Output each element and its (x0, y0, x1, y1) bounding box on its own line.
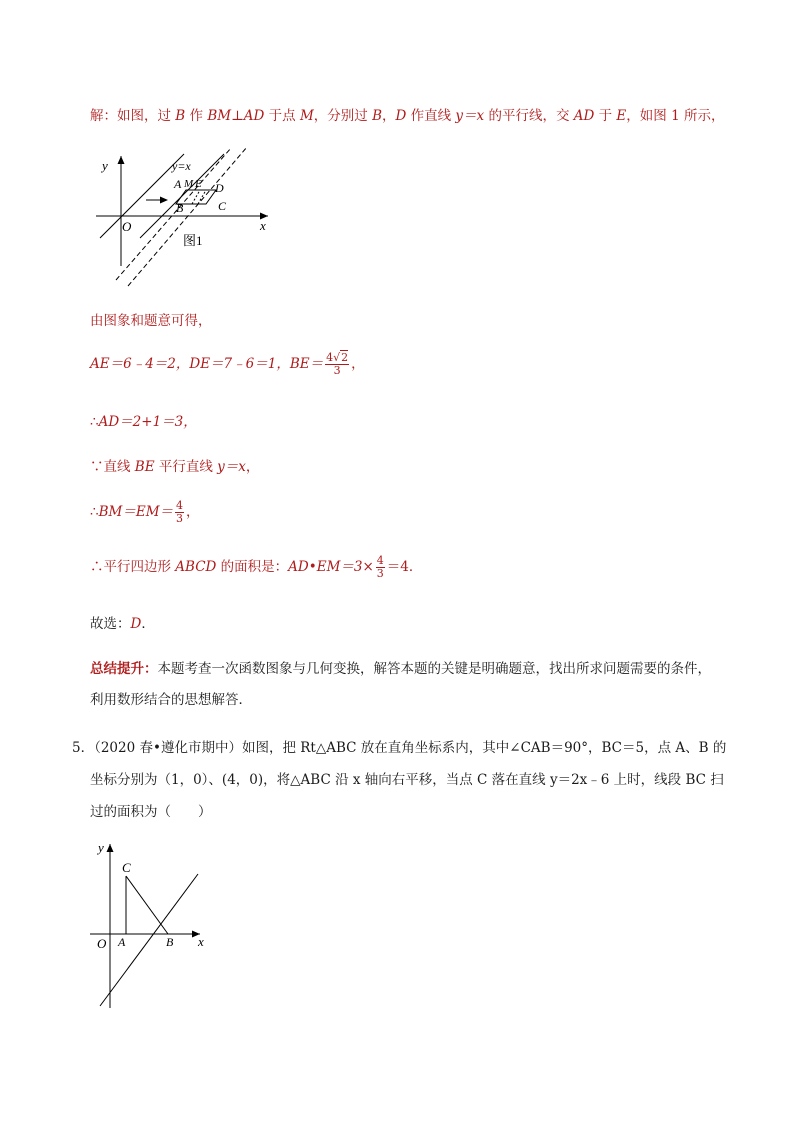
denominator: 3 (376, 567, 384, 580)
fraction (175, 500, 184, 525)
point-m-label: M (184, 178, 194, 190)
summary-text: 本题考查一次函数图象与几何变换，解答本题的关键是明确题意，找出所求问题需要的条件， (157, 661, 711, 677)
solution-line-7 (90, 555, 422, 580)
equation-be: BE＝ (289, 356, 324, 372)
answer-letter: D (130, 616, 142, 632)
point-c-label: C (218, 199, 227, 213)
text-fragment: 作直线 (406, 108, 456, 124)
text-fragment: 直线 (103, 459, 135, 475)
summary-label: 总结提升： (90, 661, 158, 677)
x-axis-label: x (198, 934, 204, 949)
text-fragment: ， (245, 459, 260, 475)
math-var: BE (134, 459, 155, 475)
answer-prefix: 故选： (90, 616, 131, 632)
text-fragment: 平行四边形 (103, 559, 176, 575)
point-a-label: A (118, 935, 126, 949)
text-fragment: 的平行线，交 (484, 108, 574, 124)
figure-caption: 图1 (183, 233, 203, 248)
question-number: 5． (72, 740, 95, 756)
solution-line-5 (90, 455, 259, 475)
therefore-symbol: ∴ (90, 504, 99, 520)
numerator: 4 (376, 554, 384, 567)
text-fragment: 解：如图，过 (90, 108, 176, 124)
solution-line-2: 由图象和题意可得， (90, 313, 212, 329)
solution-line-8 (90, 612, 155, 632)
math-var: B (372, 108, 382, 124)
question-5-line-3: 过的面积为（ ） (90, 804, 212, 820)
point-c-label: C (122, 860, 131, 875)
math-var: E (616, 108, 627, 124)
question-5-line-2: 坐标分别为（1，0）、(4，0)，将△ABC 沿 x 轴向右平移，当点 C 落在直线 y＝2x﹣6 上时，线段 BC 扫 (90, 772, 724, 788)
text-fragment: ， (381, 108, 396, 124)
math-var: ABCD (175, 559, 217, 575)
summary-line-1 (90, 657, 711, 677)
math-var: BM (207, 108, 232, 124)
text-fragment: ． (141, 616, 155, 632)
line-label: y=x (172, 159, 191, 173)
fraction (376, 555, 385, 580)
origin-label: O (122, 219, 132, 234)
figure-1 (88, 148, 288, 288)
math-var: AD (243, 108, 265, 124)
text-fragment: 于点 (264, 108, 300, 124)
therefore-symbol: ∴ (90, 414, 99, 430)
math-expr: y＝x (217, 459, 246, 475)
figure-2 (88, 838, 218, 1018)
solution-line-1 (90, 104, 724, 124)
point-b-label: B (176, 201, 184, 215)
math-expr: y＝x (455, 108, 485, 124)
numerator: 4 (326, 351, 334, 364)
point-b-label: B (166, 935, 174, 949)
y-axis-arrow-icon (118, 156, 125, 164)
segment-bc (126, 876, 168, 934)
math-var: AD (573, 108, 595, 124)
point-e-label: E (195, 178, 202, 190)
because-symbol: ∵ (90, 459, 104, 475)
fraction (325, 352, 349, 377)
math-var: D (395, 108, 407, 124)
text-fragment: 于 (594, 108, 617, 124)
x-axis-label: x (260, 218, 266, 233)
question-text: （2020 春•遵化市期中）如图，把 Rt△ABC 放在直角坐标系内，其中∠CAB＝90°，BC＝5，点 A、B 的 (94, 740, 727, 756)
radicand: 2 (341, 351, 349, 364)
solution-line-6 (90, 500, 200, 525)
point-d-label: D (215, 181, 224, 195)
question-5-line-1 (72, 736, 726, 756)
solution-line-3 (90, 352, 365, 377)
solution-line-4 (90, 410, 197, 430)
area-formula: AD•EM＝3× (288, 559, 374, 575)
equation-ad: AD＝2+1＝3， (98, 414, 197, 430)
equation-bm: BM＝EM＝ (98, 504, 174, 520)
denominator: 3 (176, 512, 184, 525)
sqrt-symbol: √ (333, 351, 341, 364)
text-fragment: ＝4． (386, 559, 423, 575)
point-a-label: A (174, 177, 182, 191)
summary-line-2: 利用数形结合的思想解答． (90, 692, 252, 708)
y-axis-label: y (98, 840, 104, 855)
text-fragment: ， (186, 504, 200, 520)
text-fragment: ，如图 1 所示， (626, 108, 725, 124)
equation-de: DE＝7﹣6＝1， (189, 356, 290, 372)
denominator: 3 (333, 364, 341, 377)
math-var: B (175, 108, 186, 124)
text-fragment: ，分别过 (313, 108, 373, 124)
y-axis-label: y (102, 158, 108, 173)
y-axis-arrow-icon (107, 844, 114, 852)
text-fragment: 平行直线 (154, 459, 218, 475)
math-symbol: ⊥ (231, 108, 244, 124)
origin-label: O (97, 936, 107, 951)
line-y-equals-2x-minus-6 (100, 874, 198, 1006)
math-var: M (299, 108, 314, 124)
equation-ae: AE＝6﹣4＝2， (90, 356, 190, 372)
numerator: 4 (176, 499, 184, 512)
text-fragment: 的面积是： (216, 559, 289, 575)
therefore-symbol: ∴ (90, 559, 104, 575)
shift-arrow-head-icon (160, 197, 168, 204)
text-fragment: ， (351, 356, 365, 372)
text-fragment: 作 (185, 108, 208, 124)
